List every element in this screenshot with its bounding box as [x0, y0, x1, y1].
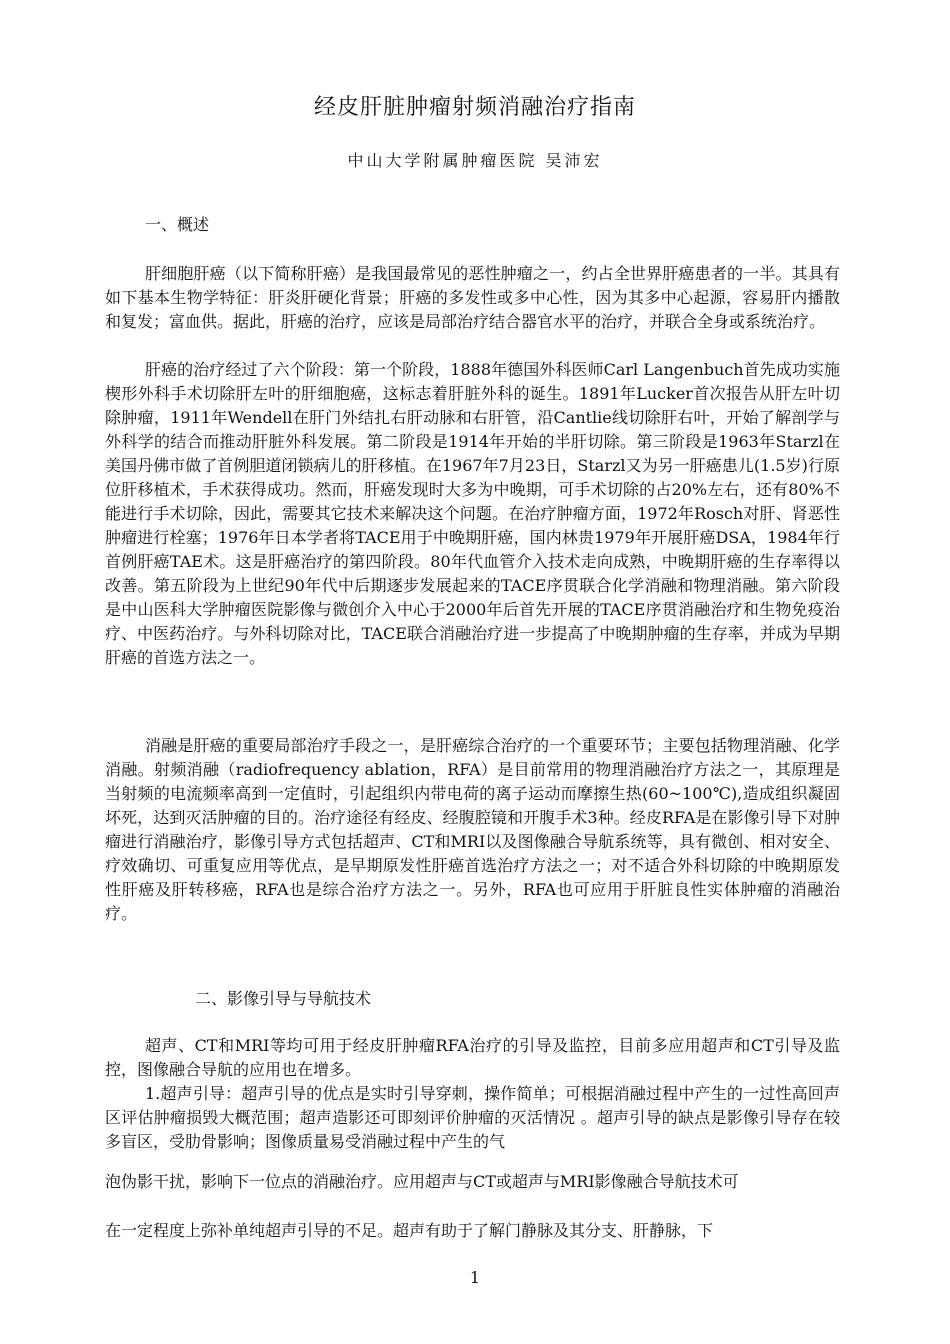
paragraph: 消融是肝癌的重要局部治疗手段之一，是肝癌综合治疗的一个重要环节；主要包括物理消融、化学消融。射频消融（radiofrequency ablation，RFA）是目前常用的物理消融治疗方法之一，其原理是当射频的电流频率高到一定值时，引起组织内带电荷的离子运动而摩擦生热(60~100℃),造成组织凝固坏死，达到灭活肿瘤的目的。治疗途径有经皮、经腹腔镜和开腹手术3种。经皮RFA是在影像引导下对肿瘤进行消融治疗，影像引导方式包括超声、CT和MRI以及图像融合导航系统等，具有微创、相对安全、疗效确切、可重复应用等优点，是早期原发性肝癌首选治疗方法之一；对不适合外科切除的中晚期原发性肝癌及肝转移癌，RFA也是综合治疗方法之一。另外，RFA也可应用于肝脏良性实体肿瘤的消融治疗。 — [105, 736, 840, 923]
paragraph-line: 在一定程度上弥补单纯超声引导的不足。超声有助于了解门静脉及其分支、肝静脉，下 — [105, 1221, 714, 1240]
paragraph: 肝癌的治疗经过了六个阶段：第一个阶段，1888年德国外科医师Carl Langenbuch首先成功实施楔形外科手术切除肝左叶的肝细胞癌，这标志着肝脏外科的诞生。1891年Lucker首次报告从肝左叶切除肿瘤，1911年Wendell在肝门外结扎右肝动脉和右肝管，沿Cantlie线切除肝右叶，开始了解剖学与外科学的结合而推动肝脏外科发展。第二阶段是1914年开始的半肝切除。第三阶段是1963年Starzl在美国丹佛市做了首例胆道闭锁病儿的肝移植。在1967年7月23日，Starzl又为另一肝癌患儿(1.5岁)行原位肝移植术，手术获得成功。然而，肝癌发现时大多为中晚期，可手术切除的占20%左右，还有80%不能进行手术切除，因此，需要其它技术来解决这个问题。在治疗肿瘤方面，1972年Rosch对肝、肾恶性肿瘤进行栓塞；1976年日本学者将TACE用于中晚期肝癌，国内林贵1979年开展肝癌DSA，1984年行首例肝癌TAE术。这是肝癌治疗的第四阶段。80年代血管介入技术走向成熟，中晚期肝癌的生存率得以改善。第五阶段为上世纪90年代中后期逐步发展起来的TACE序贯联合化学消融和物理消融。第六阶段是中山医科大学肿瘤医院影像与微创介入中心于2000年后首先开展的TACE序贯消融治疗和生物免疫治疗、中医药治疗。与外科切除对比，TACE联合消融治疗进一步提高了中晚期肿瘤的生存率，并成为早期肝癌的首选方法之一。 — [105, 360, 840, 667]
document-title: 经皮肝脏肿瘤射频消融治疗指南 — [313, 95, 636, 120]
paragraph: 超声、CT和MRI等均可用于经皮肝肿瘤RFA治疗的引导及监控，目前多应用超声和CT引导及监控，图像融合导航的应用也在增多。 — [105, 1036, 840, 1079]
section-heading-imaging: 二、影像引导与导航技术 — [195, 989, 372, 1008]
document-author: 中山大学附属肿瘤医院 吴沛宏 — [347, 151, 603, 170]
page-number: 1 — [469, 1268, 481, 1287]
paragraph: 1.超声引导：超声引导的优点是实时引导穿刺，操作简单；可根据消融过程中产生的一过性高回声区评估肿瘤损毁大概范围；超声造影还可即刻评价肿瘤的灭活情况 。超声引导的缺点是影像引导存在较多盲区，受肋骨影响；图像质量易受消融过程中产生的气 — [105, 1084, 840, 1151]
section-heading-overview: 一、概述 — [145, 215, 210, 234]
paragraph: 肝细胞肝癌（以下简称肝癌）是我国最常见的恶性肿瘤之一，约占全世界肝癌患者的一半。其具有如下基本生物学特征：肝炎肝硬化背景；肝癌的多发性或多中心性，因为其多中心起源，容易肝内播散和复发；富血供。据此，肝癌的治疗，应该是局部治疗结合器官水平的治疗，并联合全身或系统治疗。 — [105, 264, 840, 331]
paragraph-line: 泡伪影干扰，影响下一位点的消融治疗。应用超声与CT或超声与MRI影像融合导航技术可 — [105, 1172, 739, 1191]
